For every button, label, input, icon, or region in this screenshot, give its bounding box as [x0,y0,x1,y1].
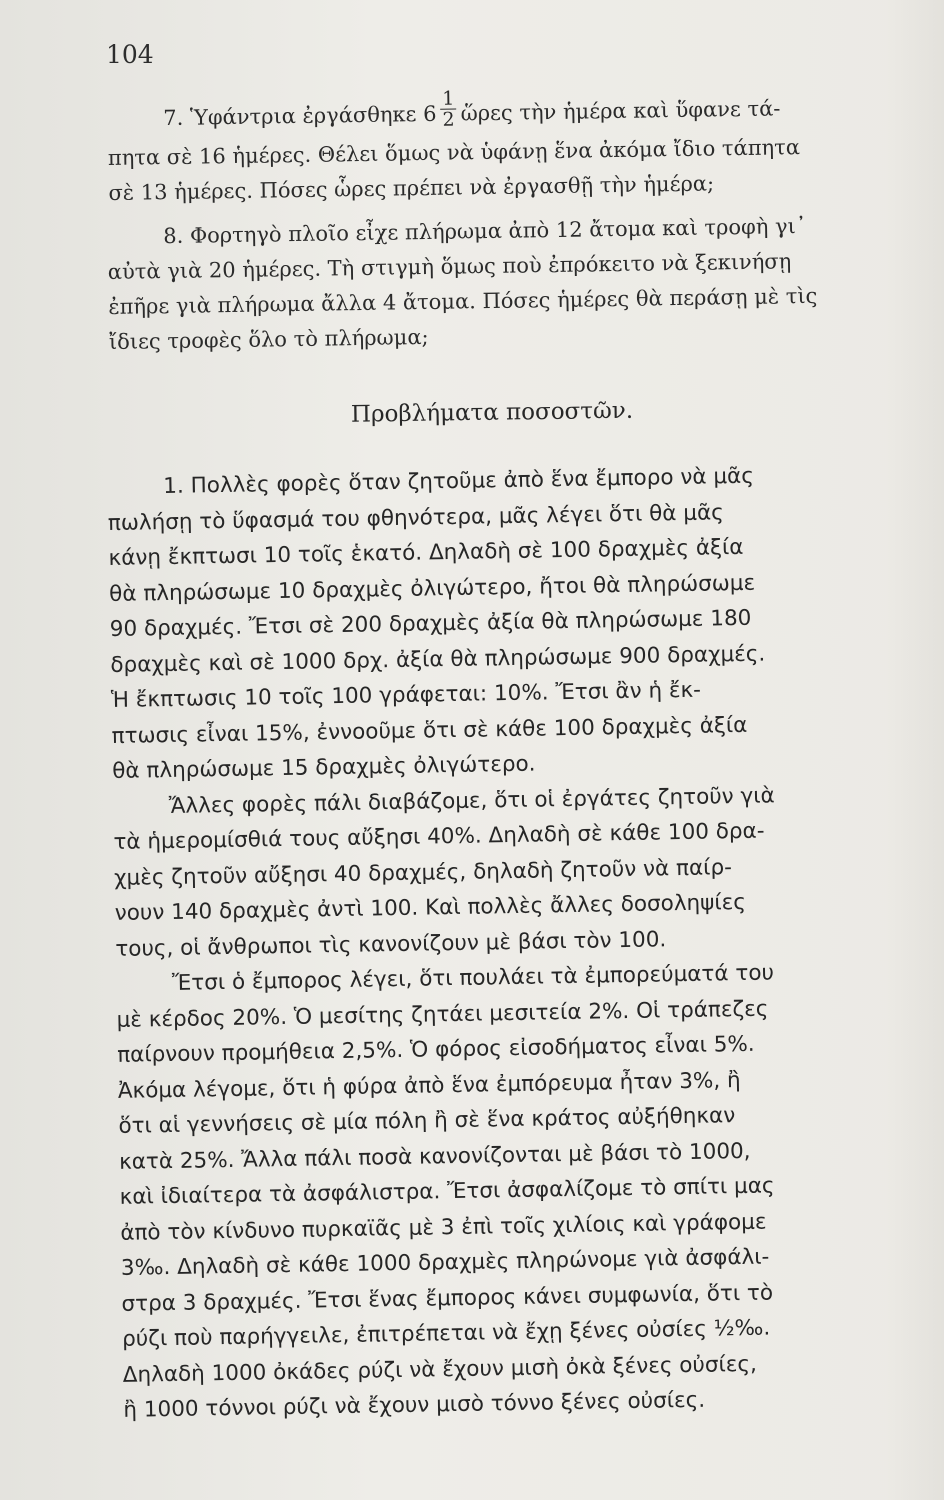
body-line: νουν 140 δραχμὲς ἀντὶ 100. Καὶ πολλὲς ἄλλες δοσοληψίες [114,889,747,926]
body-line: θὰ πληρώσωμε 15 δραχμὲς ὀλιγώτερο. [112,751,536,784]
page-number: 104 [106,40,154,69]
body-line: θὰ πληρώσωμε 10 δραχμὲς ὀλιγώτερο, ἤτοι θὰ πληρώσωμε [108,570,756,607]
percentage-problems-body [107,456,914,1428]
problem-8-line-2: αὐτὰ γιὰ 20 ἡμέρες. Τὴ στιγμὴ ὅμως ποὺ ἐπρόκειτο νὰ ξεκινήσῃ [107,249,792,284]
body-line: κάνῃ ἔκπτωσι 10 τοῖς ἑκατό. Δηλαδὴ σὲ 100 δραχμὲς ἀξία [108,534,744,571]
body-line: πτωσις εἶναι 15%, ἐννοοῦμε ὅτι σὲ κάθε 100 δραχμὲς ἀξία [111,712,748,749]
body-line: Ἄλλες φορὲς πάλι διαβάζομε, ὅτι οἱ ἐργάτες ζητοῦν γιὰ [168,782,775,819]
problem-8-line-1: 8. Φορτηγὸ πλοῖο εἶχε πλήρωμα ἀπὸ 12 ἄτομα καὶ τροφὴ γι᾽ [163,214,807,249]
problem-7-line-3: σὲ 13 ἡμέρες. Πόσες ὧρες πρέπει νὰ ἐργασθῇ τὴν ἡμέρα; [108,171,715,205]
body-line: ἢ 1000 τόννοι ρύζι νὰ ἔχουν μισὸ τόννο ξένες οὐσίες. [123,1387,706,1423]
body-line: 90 δραχμές. Ἔτσι σὲ 200 δραχμὲς ἀξία θὰ πληρώσωμε 180 [109,605,752,642]
body-line: χμὲς ζητοῦν αὔξησι 40 δραχμές, δηλαδὴ ζητοῦν νὰ παίρ- [113,854,733,891]
body-line: ρύζι ποὺ παρήγγειλε, ἐπιτρέπεται νὰ ἔχῃ ξένες οὐσίες ½‰. [121,1315,771,1352]
body-line: Ἀκόμα λέγομε, ὅτι ἡ φύρα ἀπὸ ἕνα ἐμπόρευμα ἦταν 3%, ἢ [117,1067,741,1104]
problem-7-text-after-fraction: ὥρες τὴν ἡμέρα καὶ ὕφανε τά- [460,96,781,126]
body-line: 3‰. Δηλαδὴ σὲ κάθε 1000 δραχμὲς πληρώνομε γιὰ ἀσφάλι- [120,1244,770,1281]
body-line: τὰ ἡμερομίσθιά τους αὔξησι 40%. Δηλαδὴ σὲ κάθε 100 δρα- [113,818,765,855]
problem-7 [107,88,889,211]
problem-8 [107,208,889,360]
fraction-one-half [440,89,457,130]
problem-8-line-4: ἴδιες τροφὲς ὅλο τὸ πλήρωμα; [108,324,429,354]
body-line: καὶ ἰδιαίτερα τὰ ἀσφάλιστρα. Ἔτσι ἀσφαλίζομε τὸ σπίτι μας [119,1173,775,1210]
body-line: πωλήσῃ τὸ ὕφασμά του φθηνότερα, μᾶς λέγει ὅτι θὰ μᾶς [107,499,724,536]
body-line: ἀπὸ τὸν κίνδυνο πυρκαϊᾶς μὲ 3 ἐπὶ τοῖς χιλίοις καὶ γράφομε [120,1209,767,1246]
body-line: Ἡ ἔκπτωσις 10 τοῖς 100 γράφεται: 10%. Ἔτσι ἂν ἡ ἔκ- [110,677,702,713]
body-line: στρα 3 δραχμές. Ἔτσι ἕνας ἔμπορος κάνει συμφωνία, ὅτι τὸ [121,1280,774,1317]
body-line: τους, οἱ ἄνθρωποι τὶς κανονίζουν μὲ βάσι τὸν 100. [115,926,667,962]
body-line: παίρνουν προμήθεια 2,5%. Ὁ φόρος εἰσοδήματος εἶναι 5%. [117,1031,755,1068]
section-heading: Προβλήματα ποσοστῶν. [350,397,634,428]
body-line: μὲ κέρδος 20%. Ὁ μεσίτης ζητάει μεσιτεία 2%. Οἱ τράπεζες [116,996,769,1033]
fraction-denominator: 2 [442,108,455,131]
problem-8-line-3: ἐπῆρε γιὰ πλήρωμα ἄλλα 4 ἄτομα. Πόσες ἡμέρες θὰ περάσῃ μὲ τὶς [108,283,818,319]
body-line: δραχμὲς καὶ σὲ 1000 δρχ. ἀξία θὰ πληρώσωμε 900 δραχμές. [110,641,766,678]
body-line: 1. Πολλὲς φορὲς ὅταν ζητοῦμε ἀπὸ ἕνα ἔμπορο νὰ μᾶς [163,463,755,500]
problem-7-text-before-fraction: 7. Ὑφάντρια ἐργάσθηκε 6 [163,101,437,131]
body-line: κατὰ 25%. Ἄλλα πάλι ποσὰ κανονίζονται μὲ βάσι τὸ 1000, [118,1138,751,1175]
page-edge-shadow [884,0,944,1500]
body-line: ὅτι αἱ γεννήσεις σὲ μία πόλη ἢ σὲ ἕνα κράτος αὐξήθηκαν [118,1103,736,1139]
body-line: Ἔτσι ὁ ἔμπορος λέγει, ὅτι πουλάει τὰ ἐμπορεύματά του [171,960,775,996]
problem-7-line-2: πητα σὲ 16 ἡμέρες. Θέλει ὅμως νὰ ὑφάνῃ ἕνα ἀκόμα ἴδιο τάπητα [107,135,801,170]
body-line: Δηλαδὴ 1000 ὀκάδες ρύζι νὰ ἔχουν μισὴ ὀκὰ ξένες οὐσίες, [122,1351,758,1388]
fraction-numerator: 1 [442,87,455,110]
